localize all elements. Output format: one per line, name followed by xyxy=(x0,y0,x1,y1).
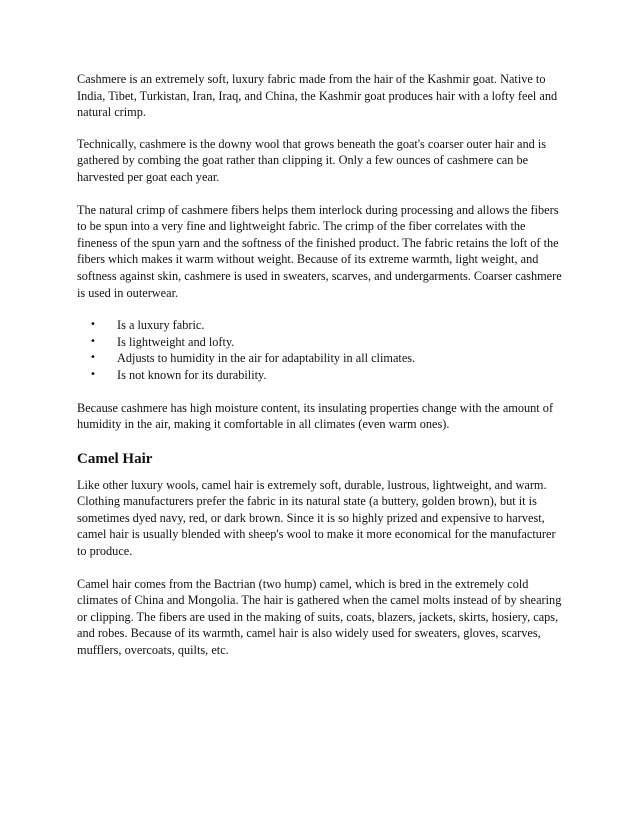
list-item-text: Is a luxury fabric. xyxy=(117,318,205,333)
cashmere-technical-paragraph: Technically, cashmere is the downy wool that grows beneath the goat's coarser outer hair and is gathered by combing the goat rather than clipping it. Only a few ounces of cashmere can be harvested per goat each year. xyxy=(77,136,547,184)
list-item-text: Adjusts to humidity in the air for adaptability in all climates. xyxy=(117,351,416,366)
list-item xyxy=(90,350,565,367)
cashmere-moisture-paragraph: Because cashmere has high moisture content, its insulating properties change with the amount of humidity in the air, making it comfortable in all climates (even warm ones). xyxy=(77,400,554,432)
camel-hair-heading: Camel Hair xyxy=(77,450,153,467)
list-item-text: Is lightweight and lofty. xyxy=(117,334,235,349)
bullet-icon: • xyxy=(90,335,96,347)
camel-hair-intro-paragraph: Like other luxury wools, camel hair is extremely soft, durable, lustrous, lightweight, and warm. Clothing manufacturers prefer the fabric in its natural state (a buttery, golden brown), but it is sometimes dyed navy, red, or dark brown. Since it is so highly prized and expensive to harvest, camel hair is usually blended with sheep's wool to make it more economical for the manufacturer to produce. xyxy=(77,477,556,559)
list-item xyxy=(90,367,565,384)
cashmere-properties-list xyxy=(77,317,565,383)
bullet-icon: • xyxy=(90,319,96,331)
bullet-icon: • xyxy=(90,368,96,380)
cashmere-crimp-paragraph: The natural crimp of cashmere fibers helps them interlock during processing and allows the fibers to be spun into a very fine and lightweight fabric. The crimp of the fiber correlates with the fineness of the spun yarn and the softness of the finished product. The fabric retains the loft of the fibers which makes it warm without weight. Because of its extreme warmth, light weight, and softness against skin, cashmere is used in sweaters, scarves, and undergarments. Coarser cashmere is used in outerwear. xyxy=(77,202,562,300)
list-item xyxy=(90,334,565,351)
bullet-icon: • xyxy=(90,352,96,364)
document-body xyxy=(77,71,565,675)
list-item-text: Is not known for its durability. xyxy=(117,367,267,382)
list-item xyxy=(90,317,565,334)
cashmere-intro-paragraph: Cashmere is an extremely soft, luxury fabric made from the hair of the Kashmir goat. Native to India, Tibet, Turkistan, Iran, Iraq, and China, the Kashmir goat produces hair with a lofty feel and natural crimp. xyxy=(77,72,558,120)
camel-hair-origin-paragraph: Camel hair comes from the Bactrian (two hump) camel, which is bred in the extremely cold climates of China and Mongolia. The hair is gathered when the camel molts instead of by shearing or clipping. The fibers are used in the making of suits, coats, blazers, jackets, skirts, hosiery, caps, and robes. Because of its warmth, camel hair is also widely used for sweaters, gloves, scarves, mufflers, overcoats, quilts, etc. xyxy=(77,576,562,658)
